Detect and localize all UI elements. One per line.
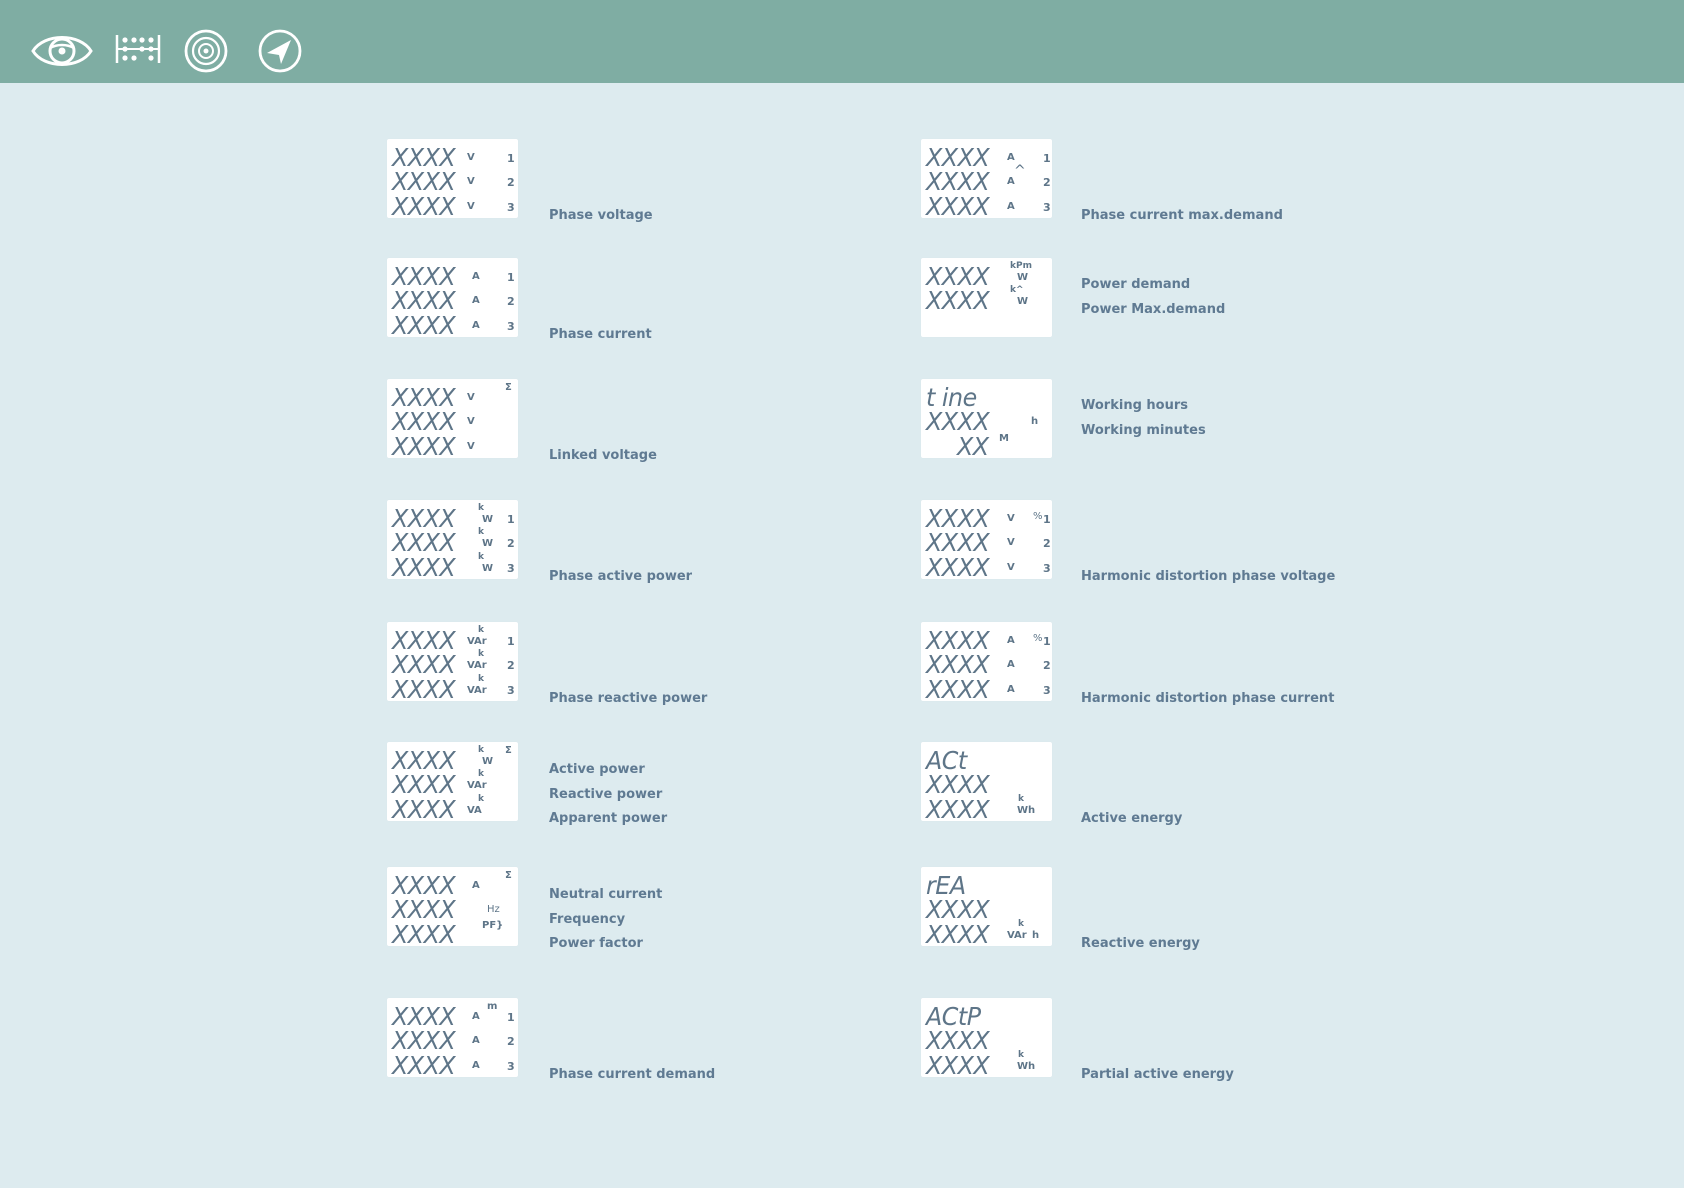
phase-number: 3 [507, 562, 515, 575]
lcd-digits: t ine [926, 383, 977, 412]
lcd-row [392, 1053, 514, 1078]
unit-label: Hz [487, 904, 500, 915]
lcd-digits: XXXX [392, 553, 456, 582]
lcd-digits: XXXX [392, 920, 456, 949]
lcd-row [392, 288, 514, 313]
lcd-digits: XXXX [392, 650, 456, 679]
unit-label: V [467, 416, 475, 427]
lcd-digits: XXXX [392, 383, 456, 412]
unit-label: W [482, 563, 494, 574]
phase-number: 1 [507, 152, 515, 165]
phase-number: 3 [1043, 562, 1051, 575]
phase-number: 2 [1043, 659, 1051, 672]
unit-label: A [1007, 176, 1015, 187]
lcd-row [926, 1028, 1048, 1053]
lcd-row [926, 919, 1048, 949]
unit-prefix: kPm [1010, 261, 1032, 271]
lcd-row [926, 167, 1051, 196]
unit-label: V [467, 152, 475, 163]
lcd-digits: XXXX [392, 895, 456, 924]
unit-prefix: k [478, 769, 484, 779]
lcd-digits: XXXX [392, 675, 456, 704]
lcd-digits: XXXX [392, 1026, 456, 1055]
sigma-symbol: Σ [505, 870, 512, 881]
phase-number: 1 [1043, 152, 1051, 165]
unit-label: PF} [482, 920, 504, 931]
lcd-row [392, 897, 514, 922]
cursor-arrow-icon[interactable] [257, 28, 303, 74]
unit-label: V [467, 201, 475, 212]
measurement-label: Frequency [549, 912, 626, 927]
lcd-row [926, 192, 1051, 221]
demand-mark: m [487, 1001, 498, 1012]
unit-label: Wh [1017, 805, 1036, 816]
measurement-label: Phase voltage [549, 208, 653, 223]
measurement-label: Working minutes [1081, 423, 1206, 438]
lcd-digits: XXXX [926, 895, 990, 924]
unit-label: W [1017, 296, 1029, 307]
unit-prefix: k [478, 674, 484, 684]
lcd-digits: XXXX [392, 286, 456, 315]
phase-number: 3 [507, 320, 515, 333]
phase-number: 3 [507, 684, 515, 697]
lcd-screen [921, 500, 1052, 582]
lcd-digits: XXXX [926, 553, 990, 582]
lcd-screen [921, 742, 1052, 824]
lcd-digits: XXXX [392, 167, 456, 196]
unit-label: V [1007, 562, 1015, 573]
unit-label: A [472, 320, 480, 331]
measurement-label: Reactive power [549, 787, 663, 802]
lcd-row [926, 553, 1051, 582]
unit-label: A [1007, 201, 1015, 212]
lcd-row [392, 409, 514, 434]
measurement-label: Power factor [549, 936, 643, 951]
lcd-digits: XXXX [392, 871, 456, 900]
phase-number: 3 [1043, 684, 1051, 697]
lcd-digits: XXXX [926, 770, 990, 799]
lcd-digits: XXXX [926, 1051, 990, 1080]
lcd-digits: XXXX [926, 192, 990, 221]
lcd-digits: XXXX [926, 286, 990, 315]
lcd-row [392, 674, 515, 704]
unit-label: VAr [1007, 930, 1027, 941]
unit-prefix: k [1018, 1050, 1024, 1060]
lcd-digits: XXXX [926, 1026, 990, 1055]
unit-label: A [472, 880, 480, 891]
measurement-label: Reactive energy [1081, 936, 1200, 951]
measurement-label: Harmonic distortion phase current [1081, 691, 1335, 706]
measurement-label: Phase current demand [549, 1067, 716, 1082]
unit-prefix: k [478, 745, 484, 755]
phase-number: 1 [507, 635, 515, 648]
unit-label: A [1007, 684, 1015, 695]
lcd-screen [387, 258, 518, 340]
unit-label: M [999, 433, 1009, 444]
lcd-digits: XXXX [392, 262, 456, 291]
percent-sign: % [1033, 633, 1043, 644]
measurement-label: Power Max.demand [1081, 302, 1226, 317]
lcd-digits: XXXX [392, 626, 456, 655]
lcd-digits: XXXX [926, 262, 990, 291]
phase-number: 1 [507, 1011, 515, 1024]
lcd-digits: rEA [926, 871, 966, 900]
unit-label: A [1007, 635, 1015, 646]
unit-label: VA [467, 805, 482, 816]
unit-label: A [472, 271, 480, 282]
phase-number: 3 [1043, 201, 1051, 214]
lcd-row [926, 285, 1048, 315]
lcd-digits: XXXX [392, 432, 456, 461]
unit-prefix: k [478, 527, 484, 537]
lcd-digits: XXXX [926, 920, 990, 949]
lcd-digits: XXXX [926, 650, 990, 679]
phase-number: 2 [507, 295, 515, 308]
phase-number: 3 [507, 1060, 515, 1073]
sigma-symbol: Σ [505, 745, 512, 756]
lcd-digits: XXXX [392, 504, 456, 533]
phase-number: 2 [1043, 176, 1051, 189]
measurement-label: Phase current [549, 327, 652, 342]
measurement-label: Phase active power [549, 569, 693, 584]
lcd-row [392, 194, 514, 219]
lcd-row [926, 409, 1048, 434]
spiral-icon[interactable] [183, 28, 229, 74]
lcd-digits: XXXX [926, 626, 990, 655]
phase-number: 1 [507, 513, 515, 526]
sigma-symbol: Σ [505, 382, 512, 393]
unit-label: A [472, 1035, 480, 1046]
lcd-row [926, 1050, 1048, 1080]
lcd-row [926, 675, 1051, 704]
measurement-label: Working hours [1081, 398, 1188, 413]
lcd-screen [921, 867, 1052, 949]
demand-mark: ^ [1014, 163, 1026, 179]
unit-label: A [472, 1011, 480, 1022]
measurement-label: Active energy [1081, 811, 1183, 826]
unit-label: V [1007, 513, 1015, 524]
unit-label: A [472, 1060, 480, 1071]
lcd-digits: XXXX [392, 192, 456, 221]
lcd-screen [921, 622, 1052, 704]
lcd-screen [387, 500, 518, 582]
header-bar [0, 0, 1684, 83]
lcd-row [392, 169, 514, 194]
lcd-digits: XXXX [926, 675, 990, 704]
measurement-label: Phase current max.demand [1081, 208, 1283, 223]
unit-prefix: k [478, 503, 484, 513]
unit-label: W [482, 514, 494, 525]
lcd-digits: XXXX [392, 795, 456, 824]
lcd-row [392, 527, 515, 557]
phase-number: 2 [1043, 537, 1051, 550]
unit-label: VAr [467, 636, 487, 647]
lcd-screen [387, 139, 518, 221]
unit-prefix: k [478, 552, 484, 562]
phase-number: 3 [507, 201, 515, 214]
lcd-row [926, 772, 1048, 797]
measurement-label: Harmonic distortion phase voltage [1081, 569, 1336, 584]
unit-label: W [482, 538, 494, 549]
lcd-row [392, 434, 514, 459]
lcd-screen [921, 379, 1052, 461]
measurement-label: Apparent power [549, 811, 668, 826]
lcd-digits: XX [957, 432, 989, 461]
measurement-label: Power demand [1081, 277, 1191, 292]
lcd-row [392, 313, 514, 338]
lcd-row [926, 434, 1048, 459]
unit-prefix: k [1018, 794, 1024, 804]
measurement-label: Linked voltage [549, 448, 657, 463]
phase-number: 1 [1043, 513, 1051, 526]
unit-label: W [1017, 272, 1029, 283]
unit-suffix: h [1032, 930, 1040, 941]
unit-label: V [467, 392, 475, 403]
unit-label: V [467, 441, 475, 452]
unit-label: V [1007, 537, 1015, 548]
lcd-row [926, 650, 1051, 679]
unit-prefix: k^ [1010, 285, 1024, 295]
phase-number: 1 [507, 271, 515, 284]
lcd-digits: XXXX [392, 1002, 456, 1031]
lcd-digits: XXXX [926, 528, 990, 557]
eye-icon[interactable] [30, 27, 94, 75]
lcd-row [926, 897, 1048, 922]
lcd-digits: XXXX [392, 528, 456, 557]
lcd-digits: XXXX [392, 746, 456, 775]
unit-label: W [482, 756, 494, 767]
unit-prefix: k [478, 625, 484, 635]
lcd-row [392, 922, 514, 947]
unit-label: V [467, 176, 475, 187]
measurement-label: Active power [549, 762, 645, 777]
unit-prefix: k [478, 649, 484, 659]
unit-prefix: k [478, 794, 484, 804]
measurement-label: Neutral current [549, 887, 663, 902]
lcd-screen [387, 379, 518, 461]
lcd-digits: XXXX [926, 504, 990, 533]
lcd-digits: ACt [926, 746, 967, 775]
lcd-row [392, 1028, 514, 1053]
lcd-digits: XXXX [926, 407, 990, 436]
lcd-row [926, 528, 1051, 557]
lcd-row [392, 794, 514, 824]
unit-label: Wh [1017, 1061, 1036, 1072]
unit-label: VAr [467, 780, 487, 791]
lcd-screen [921, 998, 1052, 1080]
phase-number: 2 [507, 176, 515, 189]
lcd-screen [921, 139, 1052, 221]
lcd-row [392, 769, 514, 799]
lcd-row [926, 794, 1048, 824]
unit-label: VAr [467, 660, 487, 671]
lcd-digits: XXXX [926, 795, 990, 824]
lcd-screen [921, 258, 1052, 337]
lcd-digits: XXXX [392, 311, 456, 340]
unit-label: A [1007, 659, 1015, 670]
phase-number: 1 [1043, 635, 1051, 648]
lcd-digits: ACtP [926, 1002, 981, 1031]
unit-label: A [472, 295, 480, 306]
unit-label: VAr [467, 685, 487, 696]
phase-number: 2 [507, 1035, 515, 1048]
keypad-icon[interactable] [115, 33, 161, 65]
percent-sign: % [1033, 511, 1043, 522]
measurement-label: Partial active energy [1081, 1067, 1234, 1082]
phase-number: 2 [507, 659, 515, 672]
lcd-screen [387, 867, 518, 949]
lcd-screen [387, 622, 518, 704]
lcd-row [392, 649, 515, 679]
lcd-digits: XXXX [392, 770, 456, 799]
lcd-screen [387, 998, 518, 1080]
unit-prefix: k [1018, 919, 1024, 929]
lcd-screen [387, 742, 518, 824]
unit-label: h [1031, 416, 1039, 427]
unit-label: A [1007, 152, 1015, 163]
lcd-row [392, 552, 515, 582]
lcd-digits: XXXX [392, 143, 456, 172]
lcd-digits: XXXX [926, 143, 990, 172]
measurement-label: Phase reactive power [549, 691, 708, 706]
phase-number: 2 [507, 537, 515, 550]
lcd-digits: XXXX [392, 407, 456, 436]
lcd-digits: XXXX [392, 1051, 456, 1080]
lcd-digits: XXXX [926, 167, 990, 196]
